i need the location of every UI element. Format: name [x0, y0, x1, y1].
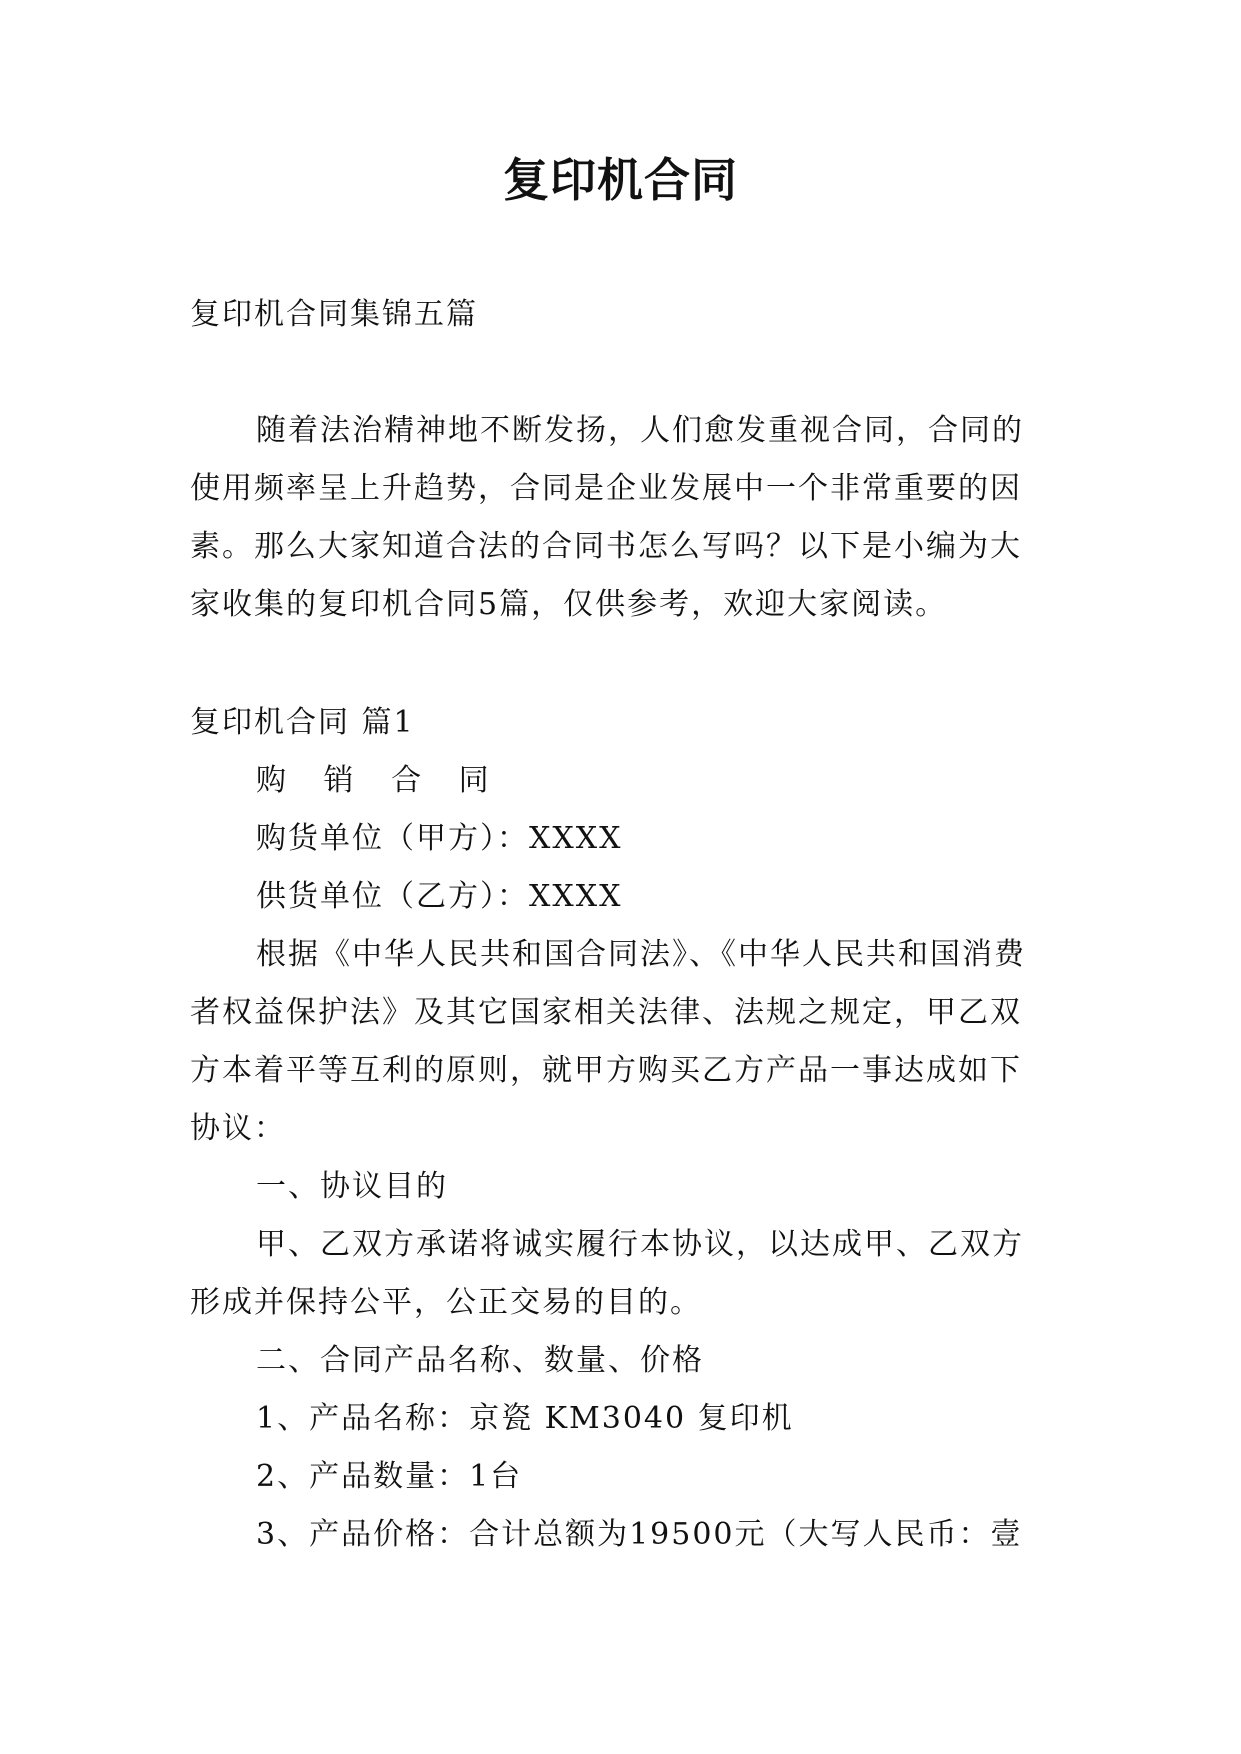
seller-line: 供货单位（乙方）：XXXX [256, 879, 623, 914]
product-price-line: 3、产品价格：合计总额为19500元（大写人民币：壹 [256, 1517, 1023, 1552]
intro-line: 使用频率呈上升趋势，合同是企业发展中一个非常重要的因 [190, 471, 1022, 506]
contract-section-1 [190, 694, 1050, 1564]
buyer-line: 购货单位（甲方）：XXXX [256, 821, 623, 856]
basis-line: 者权益保护法》及其它国家相关法律、法规之规定，甲乙双 [190, 995, 1022, 1030]
product-name-line: 1、产品名称：京瓷 KM3040 复印机 [256, 1401, 794, 1436]
basis-line: 方本着平等互利的原则，就甲方购买乙方产品一事达成如下 [190, 1053, 1022, 1088]
intro-line: 家收集的复印机合同5篇，仅供参考，欢迎大家阅读。 [190, 587, 948, 622]
clause-1-title: 一、协议目的 [256, 1169, 448, 1204]
clause-1-line: 甲、乙双方承诺将诚实履行本协议，以达成甲、乙双方 [256, 1227, 1024, 1262]
intro-paragraph [190, 402, 1050, 634]
basis-line: 协议： [190, 1111, 286, 1146]
intro-line: 随着法治精神地不断发扬，人们愈发重视合同，合同的 [256, 413, 1024, 448]
document-subtitle: 复印机合同集锦五篇 [190, 297, 478, 332]
clause-1-line: 形成并保持公平，公正交易的目的。 [190, 1285, 702, 1320]
contract-name: 购 销 合 同 [256, 763, 503, 798]
product-quantity-line: 2、产品数量：1台 [256, 1459, 523, 1494]
intro-line: 素。那么大家知道合法的合同书怎么写吗？以下是小编为大 [190, 529, 1022, 564]
document-title: 复印机合同 [503, 153, 738, 207]
section-heading: 复印机合同 篇1 [190, 705, 415, 740]
clause-2-title: 二、合同产品名称、数量、价格 [256, 1343, 704, 1378]
basis-line: 根据《中华人民共和国合同法》、《中华人民共和国消费 [256, 937, 1026, 972]
